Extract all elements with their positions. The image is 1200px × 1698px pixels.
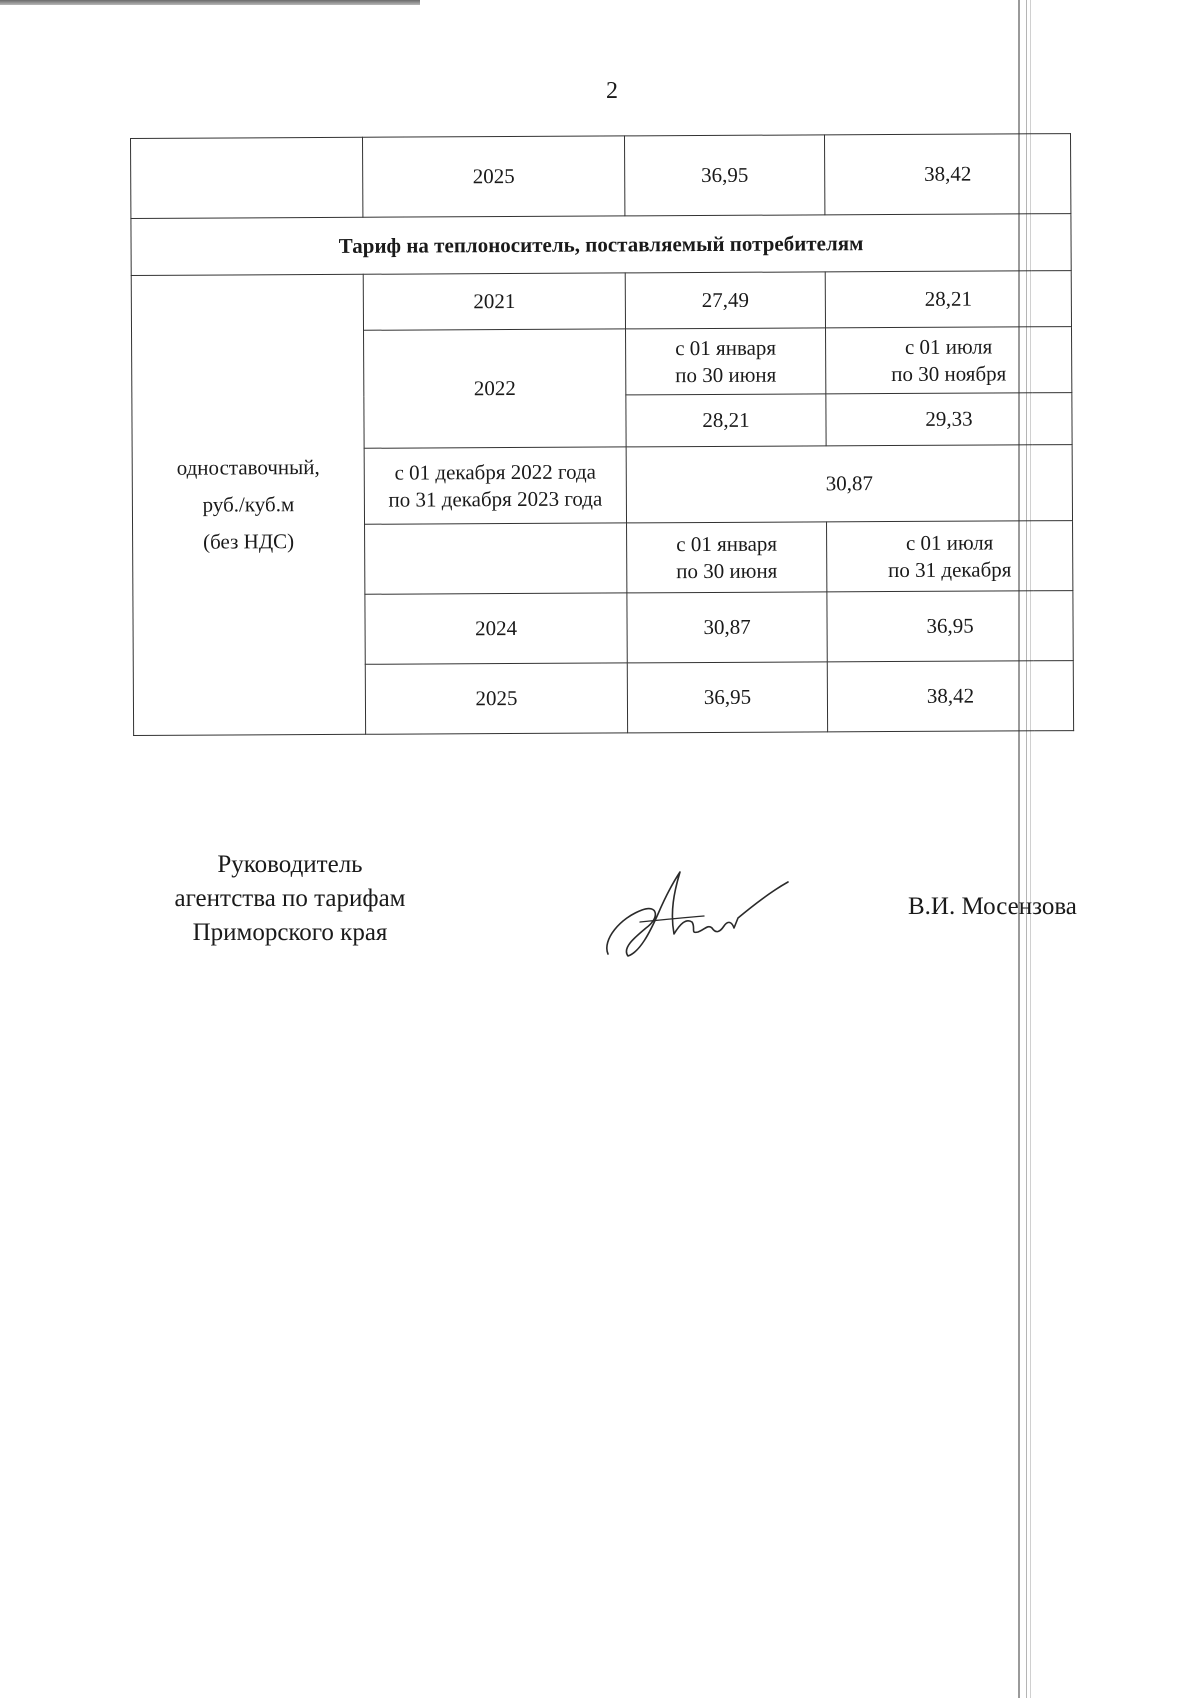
table-cell-year: 2025 — [362, 136, 624, 217]
signatory-title: Руководитель агентства по тарифам Приморского края — [174, 851, 406, 946]
table-cell-period: с 01 июля по 30 ноября — [826, 327, 1072, 394]
table-cell-period: с 01 июля по 31 декабря — [827, 521, 1073, 592]
signatory-name: В.И. Мосензова — [908, 893, 1077, 920]
table-cell-value: 38,42 — [824, 134, 1070, 215]
table-cell-value: 28,21 — [825, 271, 1071, 328]
table-cell-value: 28,21 — [626, 394, 826, 447]
tariff-table — [130, 133, 1073, 736]
table-cell-value: 36,95 — [624, 135, 824, 216]
section-title: Тариф на теплоноситель, поставляемый потребителям — [131, 214, 1071, 276]
table-cell-year: 2021 — [363, 273, 625, 330]
table-row — [131, 214, 1071, 276]
handwritten-signature — [600, 862, 790, 962]
table-cell-year: 2025 — [365, 663, 627, 734]
table-cell-year: 2022 — [364, 329, 627, 448]
table-row — [131, 271, 1071, 332]
table-row — [131, 134, 1071, 219]
unit-label-cell — [131, 274, 365, 735]
table-cell-value: 29,33 — [826, 393, 1072, 446]
table-cell-value: 36,95 — [627, 662, 827, 733]
unit-label-line: (без НДС) — [203, 529, 295, 554]
table-cell-empty — [365, 523, 627, 594]
table-cell-value: 36,95 — [827, 591, 1073, 662]
unit-label-line: одноставочный, — [176, 455, 320, 481]
table-cell-value: 30,87 — [626, 445, 1072, 523]
scan-edge-shadow — [0, 0, 420, 5]
table-cell-value: 30,87 — [627, 592, 827, 663]
table-cell-period: с 01 января по 30 июня — [627, 522, 827, 593]
table-cell-period: с 01 декабря 2022 года по 31 декабря 2023 года — [364, 447, 626, 524]
table-cell-period: с 01 января по 30 июня — [626, 328, 826, 395]
page-number: 2 — [606, 78, 618, 104]
table-cell-empty — [131, 137, 363, 218]
table-cell-year: 2024 — [365, 593, 627, 664]
table-cell-value: 27,49 — [625, 272, 825, 329]
table-cell-value: 38,42 — [827, 661, 1073, 732]
unit-label-line: руб./куб.м — [202, 492, 295, 517]
